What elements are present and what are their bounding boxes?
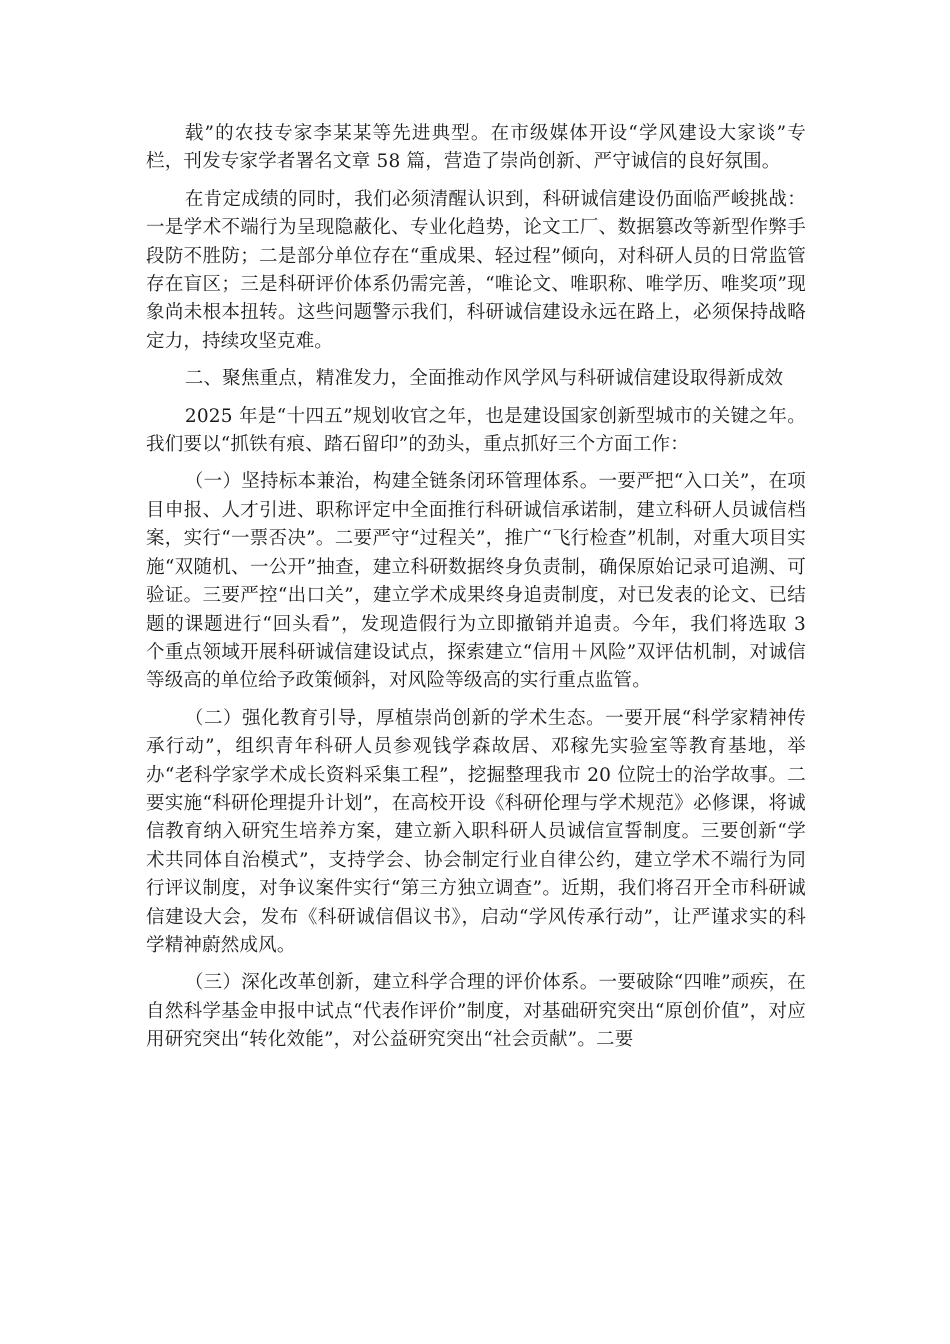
document-body: [146, 120, 806, 1064]
paragraph-challenges: 在肯定成绩的同时，我们必须清醒认识到，科研诚信建设仍面临严峻挑战：一是学术不端行为呈现隐蔽化、专业化趋势，论文工厂、数据篡改等新型作弊手段防不胜防；二是部分单位存在“重成果、轻过程”倾向，对科研人员的日常监管存在盲区；三是科研评价体系仍需完善，“唯论文、唯职称、唯学历、唯奖项”现象尚未根本扭转。这些问题警示我们，科研诚信建设永远在路上，必须保持战略定力，持续攻坚克难。: [146, 188, 806, 352]
paragraph-item-three: （三）深化改革创新，建立科学合理的评价体系。一要破除“四唯”顽疾，在自然科学基金申报中试点“代表作评价”制度，对基础研究突出“原创价值”，对应用研究突出“转化效能”，对公益研究突出“社会贡献”。二要: [146, 972, 806, 1051]
paragraph-item-one: （一）坚持标本兼治，构建全链条闭环管理体系。一要严把“入口关”，在项目申报、人才引进、职称评定中全面推行科研诚信承诺制，建立科研人员诚信档案，实行“一票否决”。二要严守“过程关”，推广“飞行检查”机制，对重大项目实施“双随机、一公开”抽查，建立科研数据终身负责制，确保原始记录可追溯、可验证。三要严控“出口关”，建立学术成果终身追责制度，对已发表的论文、已结题的课题进行“回头看”，发现造假行为立即撤销并追责。今年，我们将选取 3 个重点领域开展科研诚信建设试点，探索建立“信用＋风险”双评估机制，对诚信等级高的单位给予政策倾斜，对风险等级高的实行重点监管。: [146, 471, 806, 692]
paragraph-intro-2025: 2025 年是“十四五”规划收官之年，也是建设国家创新型城市的关键之年。我们要以“抓铁有痕、踏石留印”的劲头，重点抓好三个方面工作：: [146, 405, 806, 456]
paragraph-item-two: （二）强化教育引导，厚植崇尚创新的学术生态。一要开展“科学家精神传承行动”，组织青年科研人员参观钱学森故居、邓稼先实验室等教育基地，举办“老科学家学术成长资料采集工程”，挖掘整理我市 20 位院士的治学故事。二要实施“科研伦理提升计划”，在高校开设《科研伦理与学术规范》必修课，将诚信教育纳入研究生培养方案，建立新入职科研人员诚信宣誓制度。三要创新“学术共同体自治模式”，支持学会、协会制定行业自律公约，建立学术不端行为同行评议制度，对争议案件实行“第三方独立调查”。近期，我们将召开全市科研诚信建设大会，发布《科研诚信倡议书》，启动“学风传承行动”，让严谨求实的科学精神蔚然成风。: [146, 707, 806, 956]
section-heading: 二、聚焦重点，精准发力，全面推动作风学风与科研诚信建设取得新成效: [184, 368, 784, 390]
paragraph-continuation: 载”的农技专家李某某等先进典型。在市级媒体开设“学风建设大家谈”专栏，刊发专家学者署名文章 58 篇，营造了崇尚创新、严守诚信的良好氛围。: [146, 123, 806, 173]
